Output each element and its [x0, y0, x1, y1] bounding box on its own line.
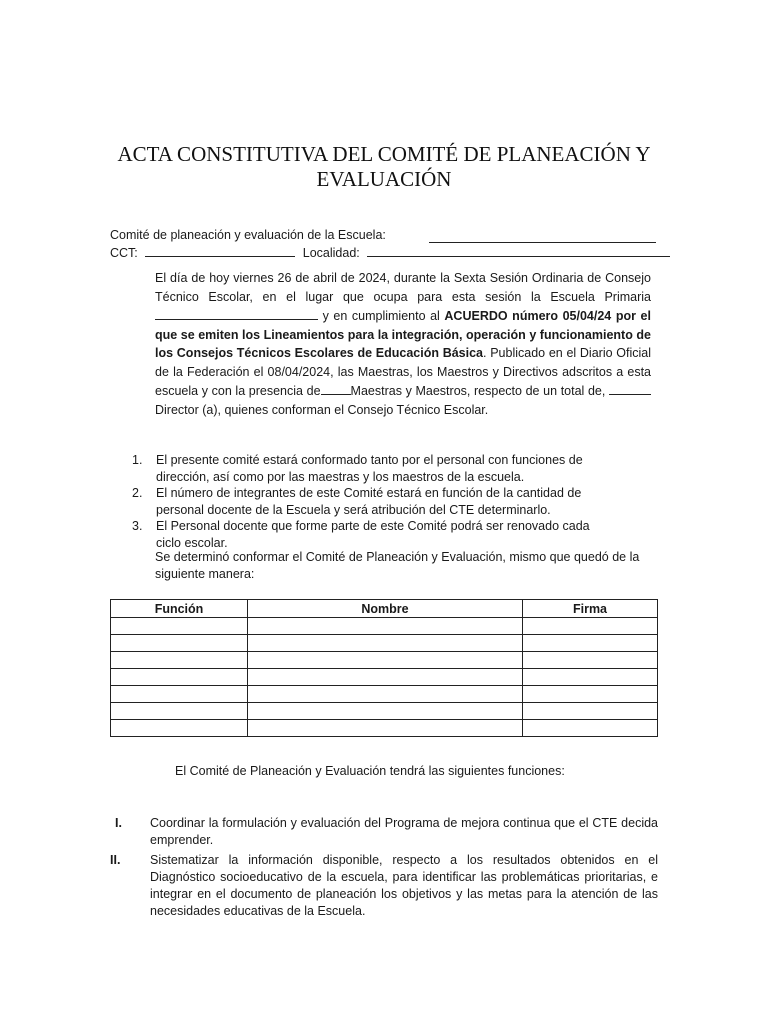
- nombre-cell[interactable]: [248, 686, 523, 703]
- escuela-label: Comité de planeación y evaluación de la Escuela:: [110, 228, 386, 242]
- funcion-cell[interactable]: [111, 720, 248, 737]
- firma-cell[interactable]: [523, 652, 658, 669]
- header-funcion: Función: [111, 600, 248, 618]
- function-number: I.: [115, 816, 122, 830]
- firma-cell[interactable]: [523, 720, 658, 737]
- acuerdo-bold-text: ACUERDO número 05/04/24 por el que se emiten los Lineamientos para la integración, operación y funcionamiento de los Consejos Técnicos Escolares de Educación Básica: [155, 309, 651, 360]
- localidad-input-line[interactable]: [367, 243, 670, 257]
- functions-intro: El Comité de Planeación y Evaluación tendrá las siguientes funciones:: [175, 764, 565, 778]
- table-header-row: [111, 600, 658, 618]
- function-number: II.: [110, 853, 121, 867]
- nombre-cell[interactable]: [248, 669, 523, 686]
- escuela-field-row: [110, 226, 386, 244]
- firma-cell[interactable]: [523, 703, 658, 720]
- nombre-cell[interactable]: [248, 652, 523, 669]
- localidad-label: Localidad:: [302, 246, 360, 260]
- paragraph-text-2: y en cumplimiento al: [322, 309, 440, 323]
- cct-input-line[interactable]: [145, 243, 295, 257]
- function-text: Coordinar la formulación y evaluación del Programa de mejora continua que el CTE decida emprender.: [150, 816, 658, 847]
- item-text: El Personal docente que forme parte de este Comité podrá ser renovado cada ciclo escolar.: [156, 519, 590, 550]
- table-row: [111, 720, 658, 737]
- paragraph-text-4: Maestras y Maestros, respecto de un total de,: [350, 384, 606, 398]
- table-row: [111, 652, 658, 669]
- committee-table: [110, 599, 658, 737]
- item-number: 2.: [132, 486, 143, 500]
- header-firma: Firma: [523, 600, 658, 618]
- table-row: [111, 703, 658, 720]
- cct-label: CCT:: [110, 246, 138, 260]
- item-number: 1.: [132, 453, 143, 467]
- header-nombre: Nombre: [248, 600, 523, 618]
- nombre-cell[interactable]: [248, 635, 523, 652]
- total-blank[interactable]: [609, 381, 651, 395]
- acta-paragraph: [155, 269, 651, 419]
- firma-cell[interactable]: [523, 669, 658, 686]
- cct-field-row: [110, 243, 670, 262]
- funcion-cell[interactable]: [111, 618, 248, 635]
- item-text: El número de integrantes de este Comité estará en función de la cantidad de personal docente de la Escuela y será atribución del CTE determinarlo.: [156, 486, 582, 517]
- funcion-cell[interactable]: [111, 703, 248, 720]
- paragraph-text-1: El día de hoy viernes 26 de abril de 2024, durante la Sexta Sesión Ordinaria de Consejo Técnico Escolar, en el lugar que ocupa para esta sesión la Escuela Primaria: [155, 271, 651, 304]
- function-text: Sistematizar la información disponible, respecto a los resultados obtenidos en el Diagnóstico socioeducativo de la escuela, para identificar las problemáticas prioritarias, e integrar en el documento de planeación los objetivos y las metas para la atención de las necesidades educativas de la Escuela.: [150, 853, 658, 918]
- table-row: [111, 618, 658, 635]
- funcion-cell[interactable]: [111, 635, 248, 652]
- paragraph-text-3: . Publicado en el Diario Oficial de la Federación el 08/04/2024, las Maestras, los Maestros y Directivos adscritos a esta escuela y con la presencia de: [155, 346, 651, 398]
- presencia-blank[interactable]: [321, 381, 351, 395]
- paragraph-text-5: Director (a), quienes conforman el Consejo Técnico Escolar.: [155, 402, 489, 417]
- table-row: [111, 669, 658, 686]
- escuela-primaria-blank[interactable]: [155, 306, 318, 320]
- firma-cell[interactable]: [523, 635, 658, 652]
- funcion-cell[interactable]: [111, 686, 248, 703]
- nombre-cell[interactable]: [248, 618, 523, 635]
- table-row: [111, 686, 658, 703]
- funcion-cell[interactable]: [111, 669, 248, 686]
- document-title: ACTA CONSTITUTIVA DEL COMITÉ DE PLANEACIÓN Y EVALUACIÓN: [117, 142, 651, 191]
- followup-text: Se determinó conformar el Comité de Planeación y Evaluación, mismo que quedó de la siguiente manera:: [155, 550, 640, 581]
- nombre-cell[interactable]: [248, 703, 523, 720]
- firma-cell[interactable]: [523, 686, 658, 703]
- table-row: [111, 635, 658, 652]
- nombre-cell[interactable]: [248, 720, 523, 737]
- item-text: El presente comité estará conformado tanto por el personal con funciones de dirección, así como por las maestras y los maestros de la escuela.: [156, 453, 583, 484]
- firma-cell[interactable]: [523, 618, 658, 635]
- escuela-input-line[interactable]: [429, 229, 656, 243]
- item-number: 3.: [132, 519, 143, 533]
- funcion-cell[interactable]: [111, 652, 248, 669]
